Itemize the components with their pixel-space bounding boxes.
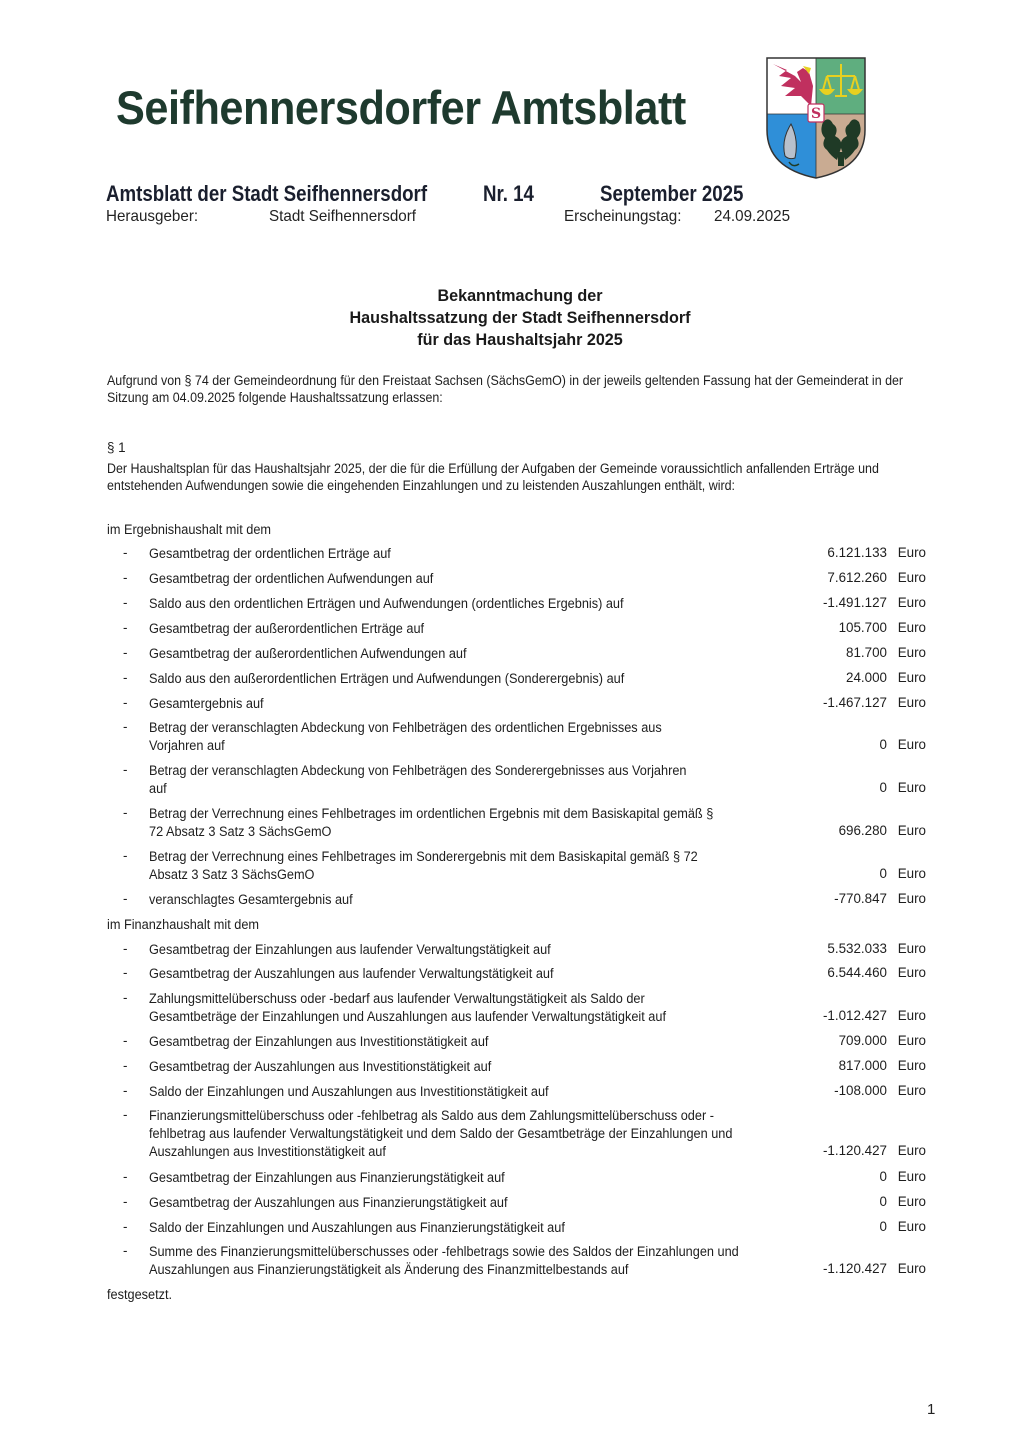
item-amount: 6.544.460: [827, 965, 887, 980]
item-currency: Euro: [897, 1143, 926, 1158]
list-dash: -: [123, 595, 128, 610]
item-label: Gesamtbetrag der außerordentlichen Aufwendungen auf: [149, 646, 467, 661]
item-currency: Euro: [897, 1261, 926, 1276]
item-label: Gesamtbetrag der Einzahlungen aus Investitionstätigkeit auf: [149, 1034, 489, 1049]
item-amount: 6.121.133: [827, 545, 887, 560]
item-label: Finanzierungsmittelüberschuss oder -fehlbetrag als Saldo aus dem Zahlungsmittelüberschuss oder -fehlbetrag aus laufender Verwaltungstätigkeit und dem Saldo der Gesamtbeträge der Einzahlungen und Auszahlungen aus Investitionstätigkeit auf: [149, 1108, 733, 1159]
list-dash: -: [123, 965, 128, 980]
item-currency: Euro: [897, 1169, 926, 1184]
item-amount: 81.700: [846, 645, 887, 660]
item-amount: -1.120.427: [822, 1143, 887, 1158]
item-amount: -108.000: [834, 1083, 887, 1098]
list-dash: -: [123, 990, 128, 1005]
item-label: Gesamtbetrag der ordentlichen Erträge auf: [149, 546, 391, 561]
closing-text: festgesetzt.: [107, 1287, 173, 1302]
item-currency: Euro: [897, 695, 926, 710]
item-amount: -1.012.427: [822, 1008, 887, 1023]
list-dash: -: [123, 891, 128, 906]
list-dash: -: [123, 1194, 128, 1209]
publication-date: 24.09.2025: [714, 208, 791, 225]
item-amount: 0: [879, 737, 887, 752]
item-amount: -1.467.127: [822, 695, 887, 710]
list-dash: -: [123, 570, 128, 585]
list-dash: -: [123, 1058, 128, 1073]
list-dash: -: [123, 719, 128, 734]
list-dash: -: [123, 695, 128, 710]
item-label: Summe des Finanzierungsmittelüberschusses oder -fehlbetrags sowie des Saldos der Einzahlungen und Auszahlungen aus Finanzierungstätigkeit als Änderung des Finanzmittelbestands auf: [149, 1244, 739, 1277]
item-currency: Euro: [897, 1194, 926, 1209]
newsletter-title: Seifhennersdorfer Amtsblatt: [116, 81, 686, 134]
item-label: Gesamtbetrag der Auszahlungen aus laufender Verwaltungstätigkeit auf: [149, 966, 554, 981]
item-currency: Euro: [897, 545, 926, 560]
item-currency: Euro: [897, 1033, 926, 1048]
issue-number: Nr. 14: [483, 181, 534, 206]
item-label: Saldo der Einzahlungen und Auszahlungen aus Investitionstätigkeit auf: [149, 1084, 549, 1099]
item-label: Gesamtbetrag der Einzahlungen aus laufender Verwaltungstätigkeit auf: [149, 942, 551, 957]
item-label: Gesamtbetrag der Auszahlungen aus Finanzierungstätigkeit auf: [149, 1195, 508, 1210]
list-dash: -: [123, 545, 128, 560]
item-amount: 0: [879, 1169, 887, 1184]
newsletter-subtitle: Amtsblatt der Stadt Seifhennersdorf: [106, 181, 428, 206]
issue-month: September 2025: [600, 181, 744, 206]
item-label: Saldo aus den außerordentlichen Erträgen und Aufwendungen (Sonderergebnis) auf: [149, 671, 625, 686]
item-label: veranschlagtes Gesamtergebnis auf: [149, 892, 353, 907]
item-amount: 7.612.260: [827, 570, 887, 585]
page-number: 1: [927, 1401, 936, 1418]
item-currency: Euro: [897, 595, 926, 610]
list-dash: -: [123, 620, 128, 635]
item-currency: Euro: [897, 866, 926, 881]
publication-date-label: Erscheinungstag:: [564, 208, 682, 225]
publisher-label: Herausgeber:: [106, 208, 199, 225]
item-currency: Euro: [897, 891, 926, 906]
list-dash: -: [123, 1219, 128, 1234]
list-dash: -: [123, 1169, 128, 1184]
item-label: Betrag der veranschlagten Abdeckung von Fehlbeträgen des ordentlichen Ergebnisses aus Vorjahren auf: [149, 720, 662, 753]
intro-paragraph: Aufgrund von § 74 der Gemeindeordnung für den Freistaat Sachsen (SächsGemO) in der jeweils geltenden Fassung hat der Gemeinderat in der Sitzung am 04.09.2025 folgende Haushaltssatzung erlassen:: [107, 373, 904, 405]
coat-of-arms-icon: [765, 56, 867, 180]
publisher-name: Stadt Seifhennersdorf: [269, 208, 417, 225]
finanzhaushalt-heading: im Finanzhaushalt mit dem: [107, 917, 260, 932]
item-amount: 0: [879, 780, 887, 795]
list-dash: -: [123, 645, 128, 660]
list-dash: -: [123, 762, 128, 777]
item-amount: -770.847: [834, 891, 887, 906]
item-amount: 24.000: [846, 670, 887, 685]
item-currency: Euro: [897, 823, 926, 838]
item-currency: Euro: [897, 620, 926, 635]
list-dash: -: [123, 941, 128, 956]
list-dash: -: [123, 1083, 128, 1098]
item-amount: 696.280: [838, 823, 887, 838]
item-label: Gesamtbetrag der Auszahlungen aus Investitionstätigkeit auf: [149, 1059, 492, 1074]
item-currency: Euro: [897, 1008, 926, 1023]
item-label: Betrag der veranschlagten Abdeckung von Fehlbeträgen des Sonderergebnisses aus Vorjahren auf: [149, 763, 687, 796]
section-number: § 1: [107, 440, 126, 455]
item-label: Zahlungsmittelüberschuss oder -bedarf aus laufender Verwaltungstätigkeit als Saldo der Gesamtbeträge der Einzahlungen und Auszahlungen aus laufender Verwaltungstätigkeit auf: [149, 991, 666, 1024]
item-amount: 5.532.033: [827, 941, 887, 956]
ergebnishaushalt-heading: im Ergebnishaushalt mit dem: [107, 522, 272, 537]
item-currency: Euro: [897, 1083, 926, 1098]
list-dash: -: [123, 805, 128, 820]
announcement-heading-line: Haushaltssatzung der Stadt Seifhennersdorf: [349, 308, 691, 327]
item-amount: 0: [879, 1194, 887, 1209]
item-currency: Euro: [897, 737, 926, 752]
item-currency: Euro: [897, 965, 926, 980]
item-amount: 0: [879, 1219, 887, 1234]
item-currency: Euro: [897, 670, 926, 685]
item-label: Gesamtergebnis auf: [149, 696, 264, 711]
item-label: Saldo der Einzahlungen und Auszahlungen aus Finanzierungstätigkeit auf: [149, 1220, 565, 1235]
item-currency: Euro: [897, 1219, 926, 1234]
section-text: Der Haushaltsplan für das Haushaltsjahr 2025, der die für die Erfüllung der Aufgaben der Gemeinde voraussichtlich anfallenden Erträge und entstehenden Aufwendungen sowie die eingehenden Einzahlungen und zu leistenden Auszahlungen enthält, wird:: [107, 461, 879, 493]
list-dash: -: [123, 670, 128, 685]
list-dash: -: [123, 1033, 128, 1048]
item-currency: Euro: [897, 645, 926, 660]
item-currency: Euro: [897, 570, 926, 585]
item-label: Saldo aus den ordentlichen Erträgen und Aufwendungen (ordentliches Ergebnis) auf: [149, 596, 624, 611]
item-label: Gesamtbetrag der außerordentlichen Erträge auf: [149, 621, 425, 636]
item-label: Gesamtbetrag der Einzahlungen aus Finanzierungstätigkeit auf: [149, 1170, 505, 1185]
item-label: Gesamtbetrag der ordentlichen Aufwendungen auf: [149, 571, 434, 586]
list-dash: -: [123, 1107, 128, 1122]
announcement-heading-line: für das Haushaltsjahr 2025: [417, 330, 623, 349]
list-dash: -: [123, 848, 128, 863]
item-amount: 709.000: [838, 1033, 887, 1048]
item-label: Betrag der Verrechnung eines Fehlbetrages im ordentlichen Ergebnis mit dem Basiskapital gemäß § 72 Absatz 3 Satz 3 SächsGemO: [149, 806, 714, 839]
item-currency: Euro: [897, 941, 926, 956]
crest-badge: S: [810, 106, 822, 122]
item-currency: Euro: [897, 1058, 926, 1073]
item-amount: 105.700: [838, 620, 887, 635]
item-currency: Euro: [897, 780, 926, 795]
item-amount: 0: [879, 866, 887, 881]
announcement-heading: [0, 285, 1024, 351]
list-dash: -: [123, 1243, 128, 1258]
item-amount: 817.000: [838, 1058, 887, 1073]
item-label: Betrag der Verrechnung eines Fehlbetrages im Sonderergebnis mit dem Basiskapital gemäß § 72 Absatz 3 Satz 3 SächsGemO: [149, 849, 698, 882]
item-amount: -1.491.127: [822, 595, 887, 610]
announcement-heading-line: Bekanntmachung der: [437, 286, 603, 305]
item-amount: -1.120.427: [822, 1261, 887, 1276]
